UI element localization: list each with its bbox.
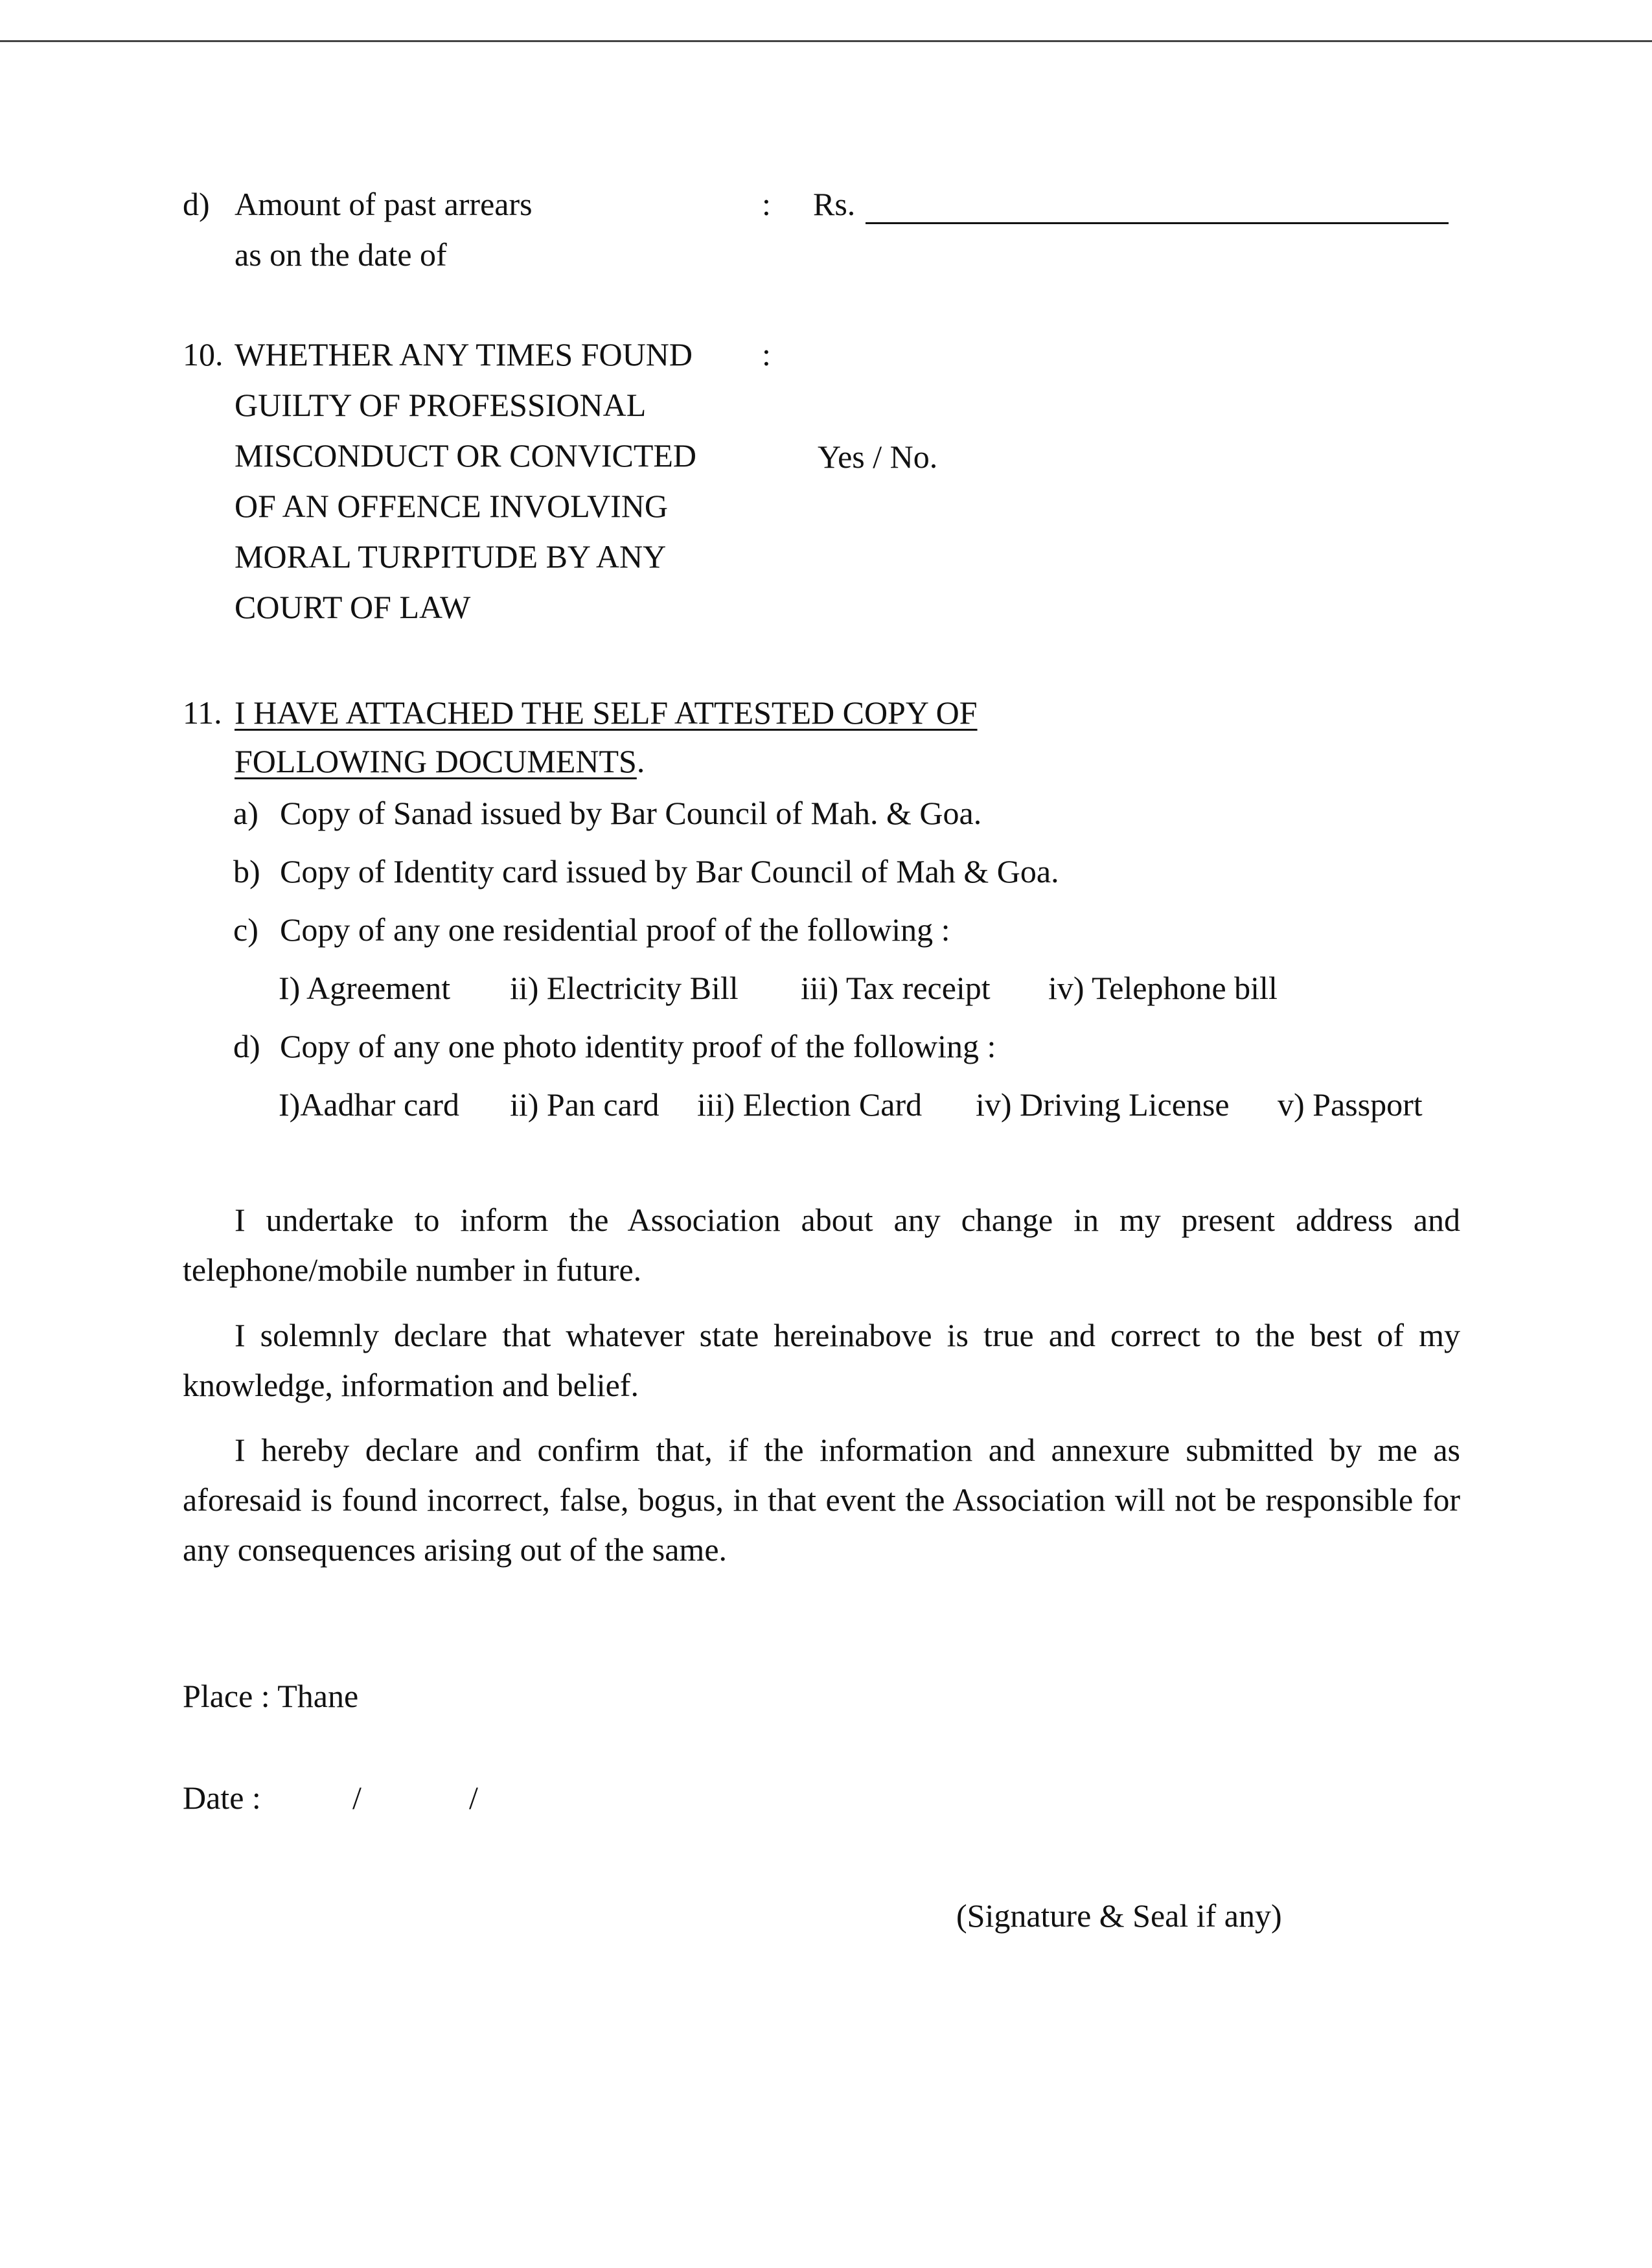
item-10-line: MISCONDUCT OR CONVICTED: [235, 437, 697, 474]
photo-id-option: iv) Driving License: [976, 1086, 1230, 1123]
item-11-heading-line1: I HAVE ATTACHED THE SELF ATTESTED COPY OF: [235, 694, 978, 731]
item-d-colon: :: [762, 186, 771, 222]
place-label: Place : Thane: [183, 1678, 359, 1714]
photo-id-option: ii) Pan card: [510, 1086, 660, 1123]
item-11-heading-text: FOLLOWING DOCUMENTS: [235, 743, 637, 779]
item-11-number: 11.: [183, 694, 222, 731]
item-10-line: GUILTY OF PROFESSIONAL: [235, 387, 647, 423]
item-10-line: OF AN OFFENCE INVOLVING: [235, 488, 669, 524]
doc-item-label: a): [233, 795, 258, 831]
item-10-line: MORAL TURPITUDE BY ANY: [235, 538, 667, 575]
doc-item-text: Copy of Identity card issued by Bar Council of Mah & Goa.: [280, 853, 1059, 889]
date-separator: /: [352, 1780, 361, 1816]
photo-id-option: I)Aadhar card: [279, 1086, 459, 1123]
declaration-paragraph: I solemnly declare that whatever state hereinabove is true and correct to the best of my knowledge, information and belief.: [183, 1317, 1460, 1403]
item-d-line2: as on the date of: [235, 236, 447, 273]
residential-option: iv) Telephone bill: [1048, 970, 1278, 1006]
item-d-line1: Amount of past arrears: [235, 186, 533, 222]
photo-id-option: iii) Election Card: [697, 1086, 923, 1123]
signature-seal-label: (Signature & Seal if any): [956, 1897, 1282, 1934]
doc-item-label: c): [233, 911, 258, 948]
page-top-edge: [0, 40, 1652, 42]
item-d-label: d): [183, 186, 210, 222]
declaration-paragraph: I hereby declare and confirm that, if the information and annexure submitted by me as aforesaid is found incorrect, false, bogus, in that event the Association will not be responsible for any consequences arising out of the same.: [183, 1432, 1460, 1568]
yes-no-answer: Yes / No.: [818, 439, 938, 475]
date-separator: /: [469, 1780, 478, 1816]
residential-option: I) Agreement: [279, 970, 451, 1006]
item-11-heading-line2: [235, 745, 645, 777]
date-label: Date :: [183, 1780, 261, 1816]
residential-option: iii) Tax receipt: [801, 970, 991, 1006]
item-10-number: 10.: [183, 336, 224, 372]
rs-label: Rs.: [813, 186, 856, 222]
item-11-heading-period: .: [636, 743, 645, 779]
item-10-colon: :: [762, 336, 771, 372]
photo-id-option: v) Passport: [1278, 1086, 1423, 1123]
item-10-line: WHETHER ANY TIMES FOUND: [235, 336, 693, 372]
doc-item-label: d): [233, 1028, 260, 1064]
doc-item-text: Copy of any one photo identity proof of the following :: [280, 1028, 996, 1064]
residential-option: ii) Electricity Bill: [510, 970, 739, 1006]
rs-amount-blank-line: [866, 222, 1449, 224]
doc-item-label: b): [233, 853, 260, 889]
doc-item-text: Copy of Sanad issued by Bar Council of Mah. & Goa.: [280, 795, 982, 831]
declaration-paragraph: I undertake to inform the Association about any change in my present address and telephone/mobile number in future.: [183, 1202, 1460, 1288]
doc-item-text: Copy of any one residential proof of the following :: [280, 911, 950, 948]
item-10-line: COURT OF LAW: [235, 589, 471, 625]
